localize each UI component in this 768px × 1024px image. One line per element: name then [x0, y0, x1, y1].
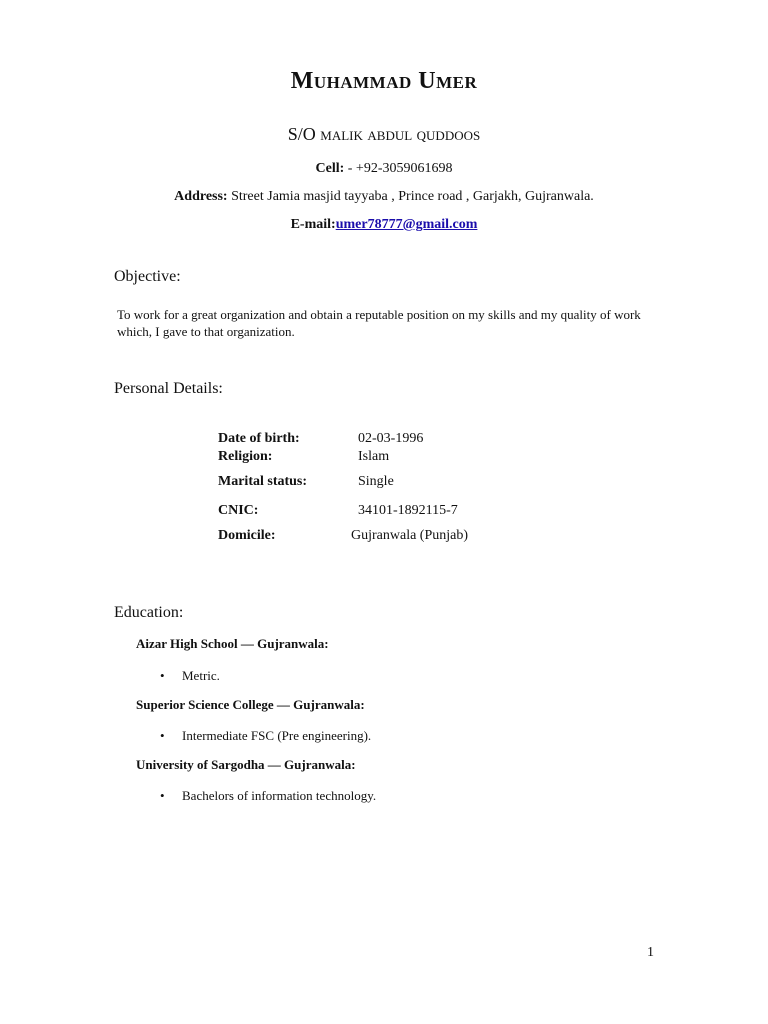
objective-text: To work for a great organization and obtain a reputable position on my skills and my quality of work which, I gave to that organization.: [117, 307, 641, 339]
education-school: Aizar High School — Gujranwala:: [136, 636, 329, 651]
cell-label: Cell:: [315, 161, 345, 176]
personal-details-heading: Personal Details:: [114, 380, 223, 397]
education-heading: Education:: [114, 604, 184, 621]
education-item: [160, 728, 371, 744]
dob-label: Date of birth:: [218, 431, 300, 446]
email-label: E-mail:: [290, 217, 336, 232]
religion-value: Islam: [358, 449, 390, 464]
education-school: University of Sargodha — Gujranwala:: [136, 757, 356, 772]
page-number: 1: [647, 945, 654, 960]
bullet-icon: •: [160, 788, 165, 803]
domicile-label: Domicile:: [218, 528, 276, 543]
cell-value: - +92-3059061698: [344, 161, 453, 176]
education-item: [160, 788, 376, 804]
address-line: [0, 189, 768, 205]
domicile-value: Gujranwala (Punjab): [351, 528, 469, 543]
email-line: [0, 217, 768, 233]
education-item-text: Bachelors of information technology.: [182, 788, 377, 803]
cnic-label: CNIC:: [218, 503, 259, 518]
cnic-value: 34101-1892115-7: [358, 503, 458, 518]
marital-status-label: Marital status:: [218, 474, 308, 489]
candidate-name: Muhammad Umer: [290, 68, 478, 94]
objective-heading: Objective:: [114, 268, 181, 285]
education-item-text: Intermediate FSC (Pre engineering).: [182, 728, 372, 743]
dob-value: 02-03-1996: [358, 431, 424, 446]
religion-label: Religion:: [218, 449, 273, 464]
education-school: Superior Science College — Gujranwala:: [136, 697, 365, 712]
cell-line: [0, 161, 768, 177]
parent-name: S/O malik abdul quddoos: [287, 124, 481, 144]
address-label: Address:: [174, 189, 228, 204]
marital-status-value: Single: [358, 474, 394, 489]
education-item-text: Metric.: [182, 668, 220, 683]
email-link[interactable]: umer78777@gmail.com: [335, 217, 478, 232]
bullet-icon: •: [160, 668, 165, 683]
bullet-icon: •: [160, 728, 165, 743]
address-value: Street Jamia masjid tayyaba , Prince road , Garjakh, Gujranwala.: [227, 189, 594, 204]
education-item: [160, 668, 220, 684]
